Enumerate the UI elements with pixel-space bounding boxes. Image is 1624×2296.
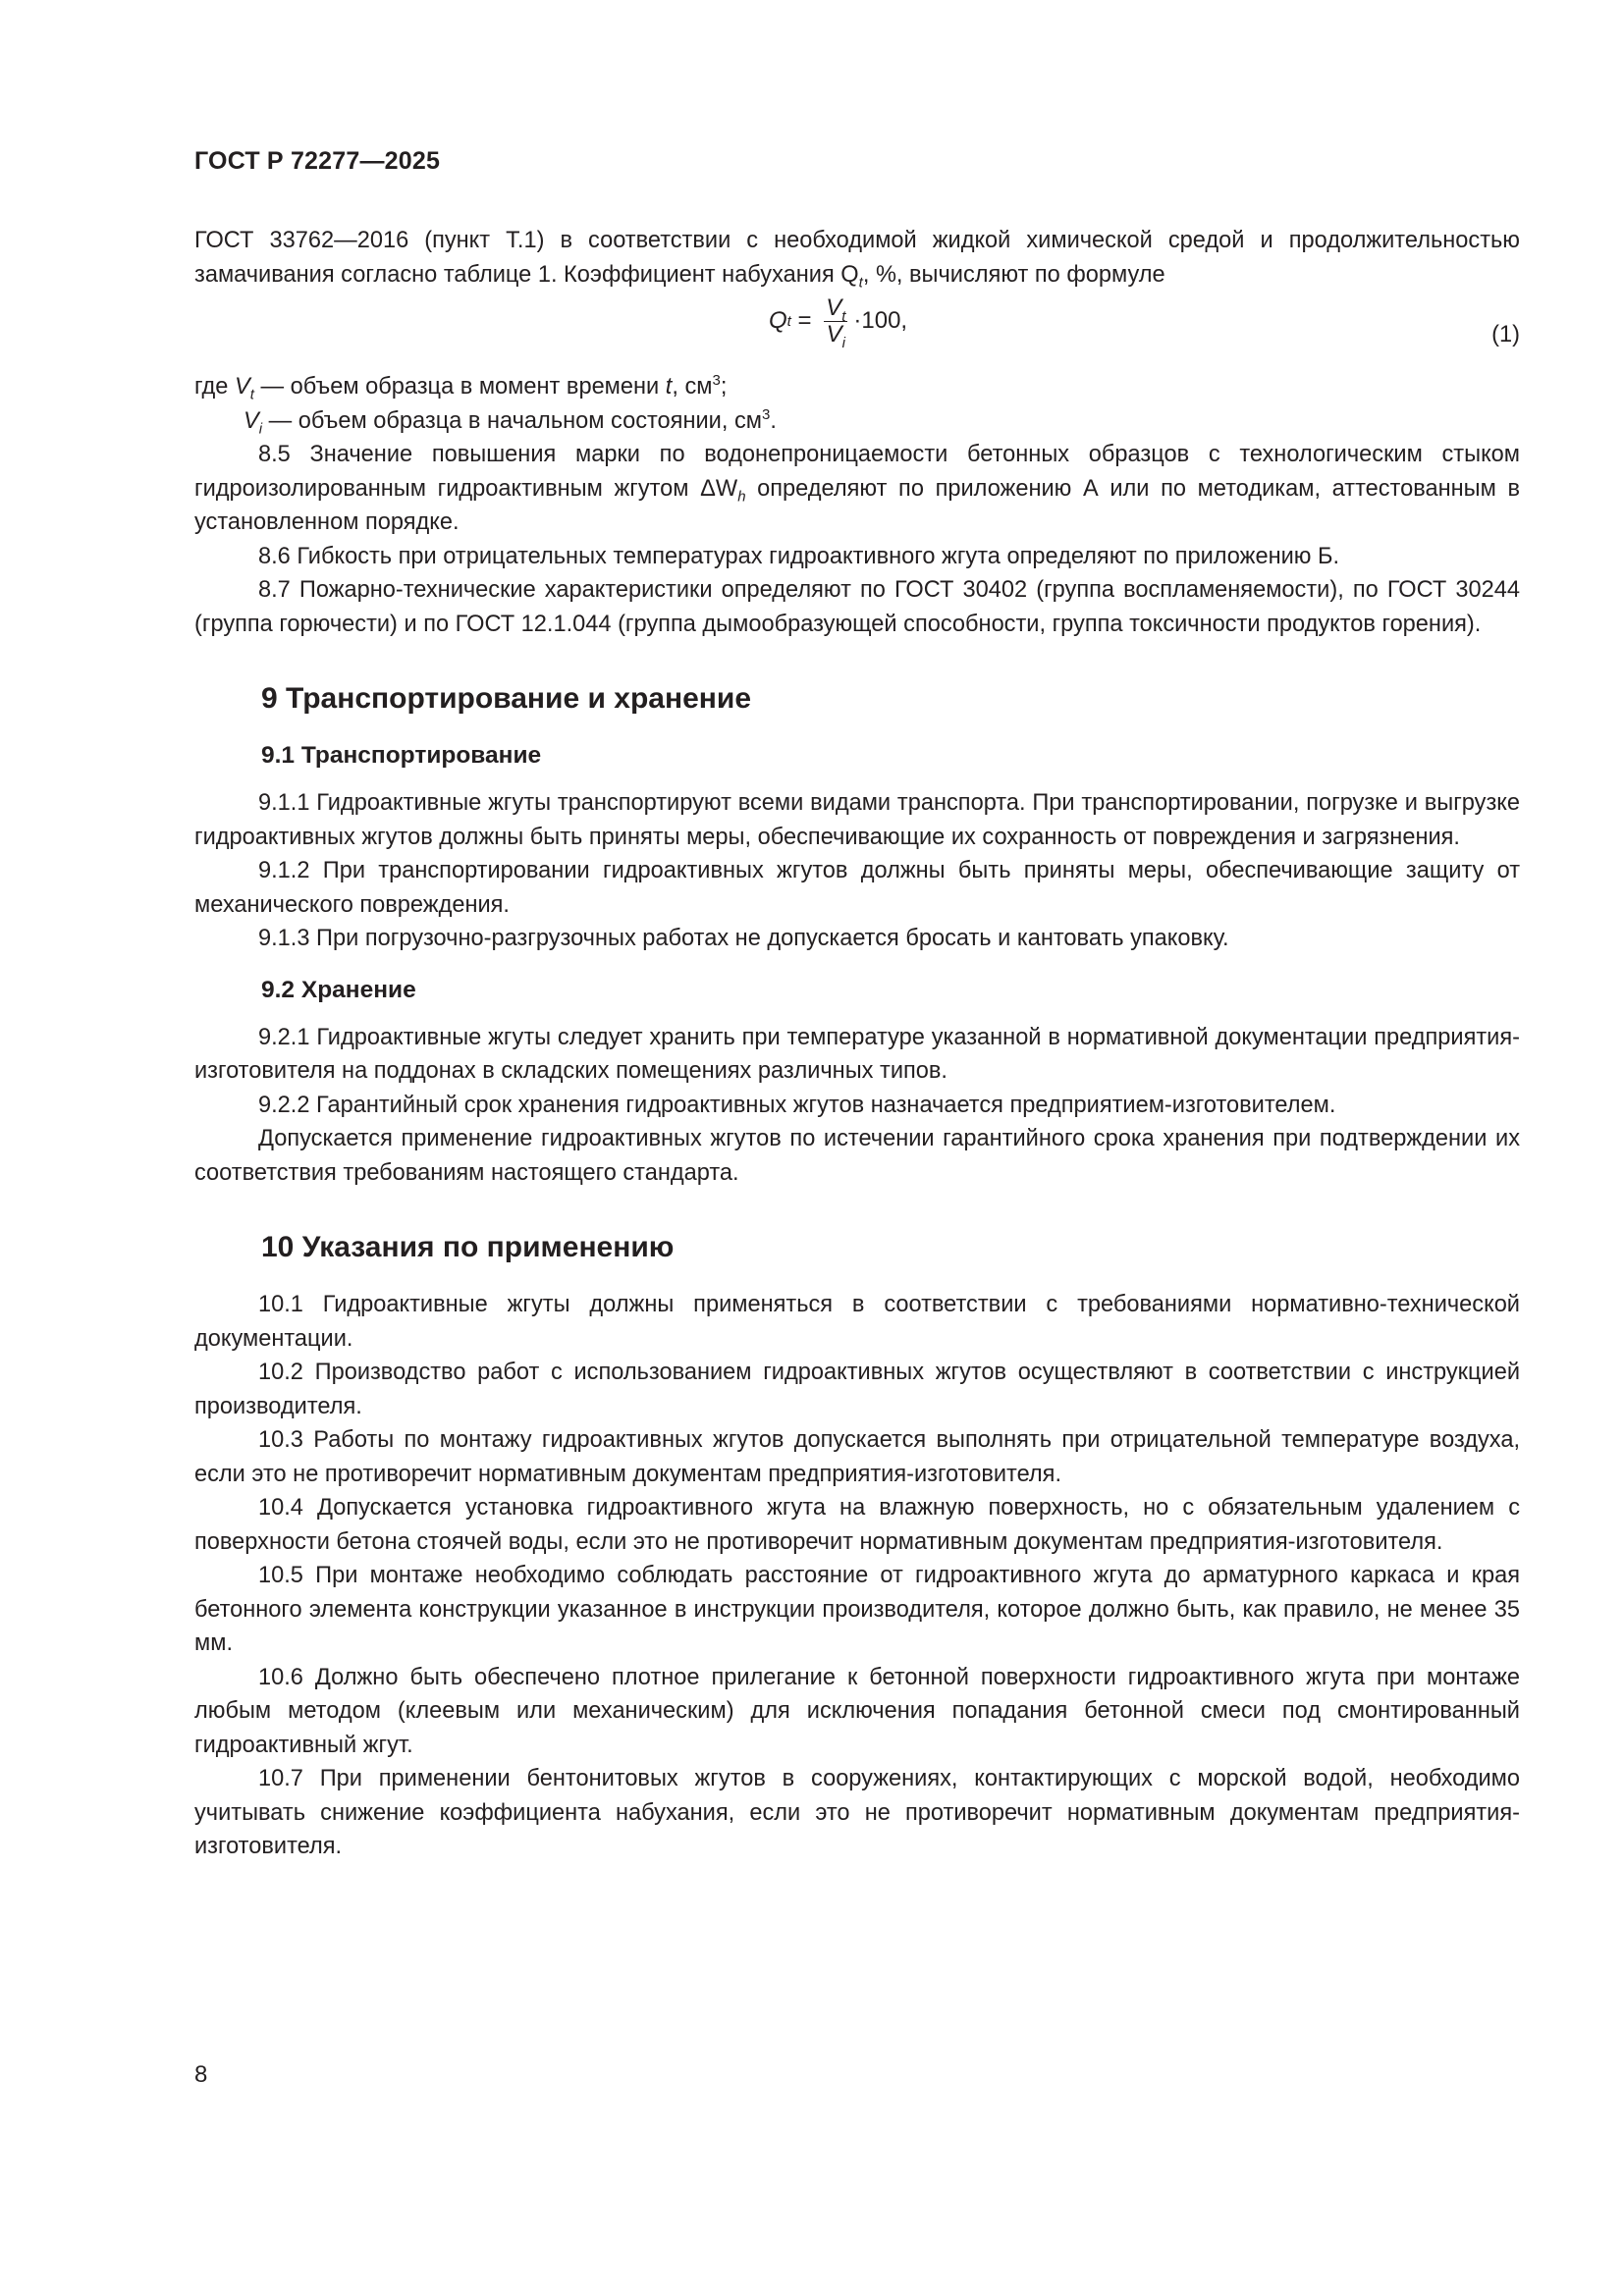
page-number: 8: [194, 2061, 208, 2088]
formula-fraction: [824, 294, 847, 351]
paragraph-10-3: 10.3 Работы по монтажу гидроактивных жгутов допускается выполнять при отрицательной температуре воздуха, если это не противоречит нормативным документам предприятия-изготовителя.: [194, 1427, 1520, 1487]
legend-line-vt: где $V_t$ — объем образца в момент времени t, $см^3$;: [194, 372, 728, 403]
formula-expression: Q t = $\frac{V_t}{V_i}$ ·100,: [769, 294, 908, 351]
paragraph-8-6: 8.6 Гибкость при отрицательных температурах гидроактивного жгута определяют по приложению Б.: [258, 543, 1340, 569]
subsection-9-2-heading: 9.2 Хранение: [261, 976, 416, 1003]
section-10-heading: 10 Указания по применению: [261, 1231, 675, 1263]
paragraph-9-1-2: 9.1.2 При транспортировании гидроактивных жгутов должны быть приняты меры, обеспечивающие защиту от механического повреждения.: [194, 858, 1520, 918]
paragraph-9-1-1: 9.1.1 Гидроактивные жгуты транспортируют всеми видами транспорта. При транспортировании, погрузке и выгрузке гидроактивных жгутов должны быть приняты меры, обеспечивающие их сохранность от повреждения и загрязнения.: [194, 790, 1520, 850]
paragraph-10-1: 10.1 Гидроактивные жгуты должны применяться в соответствии с требованиями нормативно-технической документации.: [194, 1292, 1520, 1352]
formula-legend: [194, 370, 1520, 438]
formula-1: [194, 292, 1520, 370]
paragraph-8-5: 8.5 Значение повышения марки по водонепроницаемости бетонных образцов с технологическим стыком гидроизолированным гидроактивным жгутом $\Delta W_h$ определяют по приложению А или по методикам, аттестованным в установленном порядке.: [194, 442, 1520, 535]
paragraph-10-6: 10.6 Должно быть обеспечено плотное прилегание к бетонной поверхности гидроактивного жгута при монтаже любым методом (клеевым или механическим) для исключения попадания бетонной смеси под смонтированный гидроактивный жгут.: [194, 1664, 1520, 1758]
fraction-denominator: $V_i$: [826, 321, 845, 351]
document-body: [194, 224, 1520, 1864]
paragraph-10-2: 10.2 Производство работ с использованием гидроактивных жгутов осуществляют в соответствии с инструкцией производителя.: [194, 1360, 1520, 1419]
paragraph-10-7: 10.7 При применении бентонитовых жгутов в сооружениях, контактирующих с морской водой, необходимо учитывать снижение коэффициента набухания, если это не противоречит нормативным документам предприятия-изготовителя.: [194, 1766, 1520, 1859]
paragraph-10-4: 10.4 Допускается установка гидроактивного жгута на влажную поверхность, но с обязательным удалением с поверхности бетона стоячей воды, если это не противоречит нормативным документам предприятия-изготовителя.: [194, 1495, 1520, 1555]
fraction-numerator: $V_t$: [826, 294, 846, 325]
formula-multiplier: ·100,: [853, 307, 908, 335]
formula-lhs: Q: [769, 307, 787, 335]
formula-number: (1): [1491, 322, 1520, 347]
paragraph-8-7: 8.7 Пожарно-технические характеристики определяют по ГОСТ 30402 (группа воспламеняемости), по ГОСТ 30244 (группа горючести) и по ГОСТ 12.1.044 (группа дымообразующей способности, группа токсичности продуктов горения).: [194, 577, 1520, 637]
document-header: ГОСТ Р 72277—2025: [194, 147, 441, 175]
paragraph-9-2-3: Допускается применение гидроактивных жгутов по истечении гарантийного срока хранения при подтверждении их соответствия требованиям настоящего стандарта.: [194, 1126, 1520, 1186]
intro-paragraph: ГОСТ 33762—2016 (пункт Т.1) в соответствии с необходимой жидкой химической средой и продолжительностью замачивания согласно таблице 1. Коэффициент набухания $Q_t$, %, вычисляют по формуле: [194, 228, 1520, 292]
legend-line-vi: $V_i$ — объем образца в начальном состоянии, $см^3$.: [244, 405, 777, 438]
subsection-9-1-heading: 9.1 Транспортирование: [261, 742, 542, 769]
paragraph-9-2-1: 9.2.1 Гидроактивные жгуты следует хранить при температуре указанной в нормативной документации предприятия-изготовителя на поддонах в складских помещениях различных типов.: [194, 1024, 1520, 1084]
paragraph-10-5: 10.5 При монтаже необходимо соблюдать расстояние от гидроактивного жгута до арматурного каркаса и края бетонного элемента конструкции указанное в инструкции производителя, которое должно быть, как правило, не менее 35 мм.: [194, 1563, 1520, 1656]
section-9-heading: 9 Транспортирование и хранение: [261, 682, 752, 715]
formula-equals: =: [790, 307, 819, 335]
paragraph-9-2-2: 9.2.2 Гарантийный срок хранения гидроактивных жгутов назначается предприятием-изготовителем.: [258, 1092, 1336, 1118]
paragraph-9-1-3: 9.1.3 При погрузочно-разгрузочных работах не допускается бросать и кантовать упаковку.: [258, 926, 1229, 951]
